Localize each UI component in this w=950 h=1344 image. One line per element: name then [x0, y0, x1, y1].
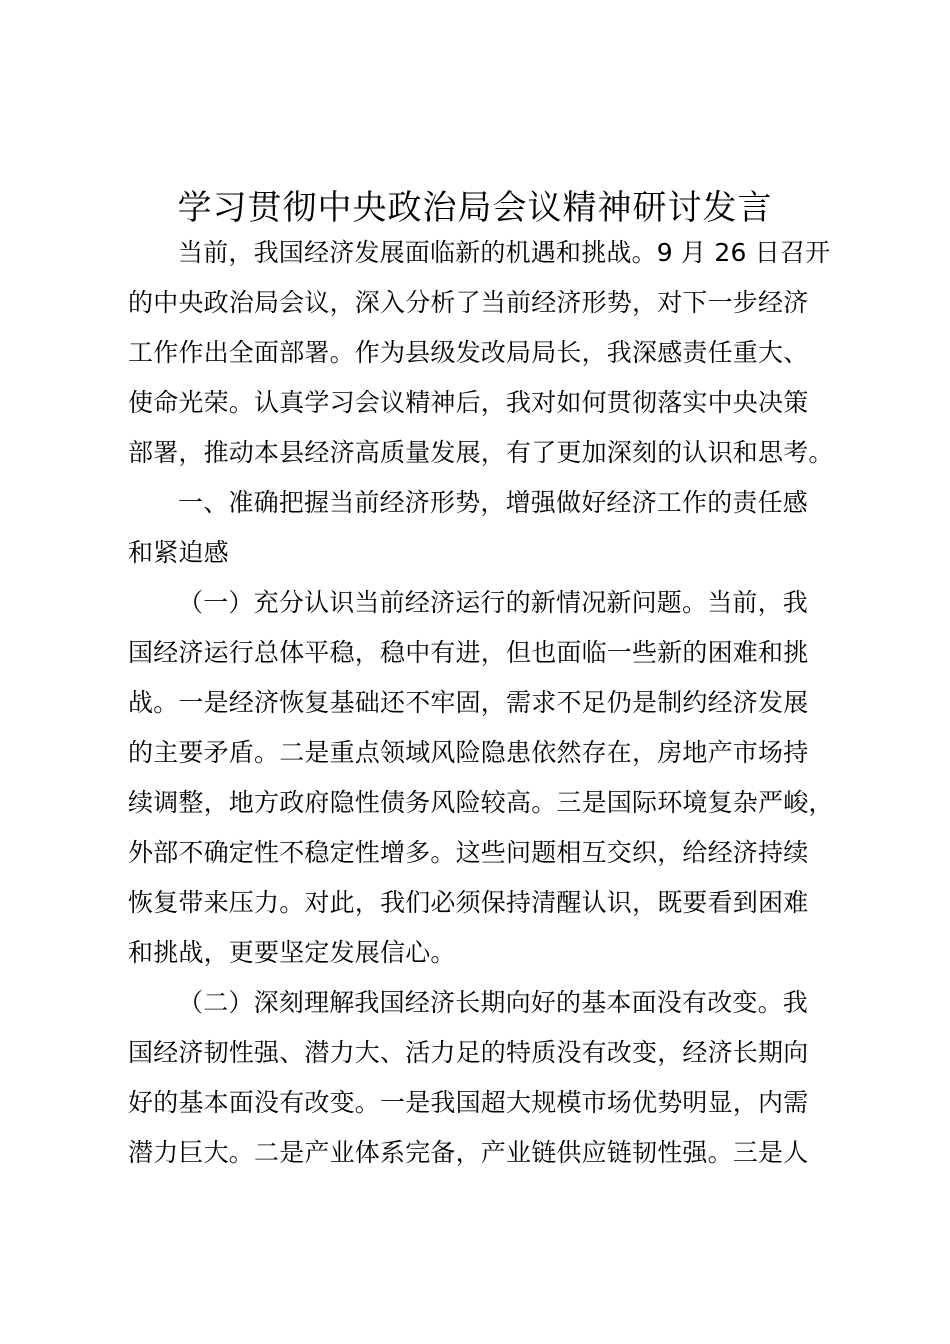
text-line: 的主要矛盾。二是重点领域风险隐患依然存在，房地产市场持: [128, 738, 809, 767]
text-line: 国经济运行总体平稳，稳中有进，但也面临一些新的困难和挑: [128, 638, 809, 667]
text-line: 和紧迫感: [128, 538, 229, 567]
text-line: 国经济韧性强、潜力大、活力足的特质没有改变，经济长期向: [128, 1038, 809, 1067]
text-line: 的中央政治局会议，深入分析了当前经济形势，对下一步经济: [128, 288, 809, 317]
text-line: 工作作出全面部署。作为县级发改局局长，我深感责任重大、: [128, 338, 809, 367]
text-line: 部署，推动本县经济高质量发展，有了更加深刻的认识和思考。: [128, 438, 834, 467]
text-line: 潜力巨大。二是产业体系完备，产业链供应链韧性强。三是人: [128, 1138, 809, 1167]
text-line: 恢复带来压力。对此，我们必须保持清醒认识，既要看到困难: [128, 888, 809, 917]
document-body: [128, 228, 848, 1178]
text-line: （一）充分认识当前经济运行的新情况新问题。当前，我: [178, 588, 809, 617]
text-line: 战。一是经济恢复基础还不牢固，需求不足仍是制约经济发展: [128, 688, 809, 717]
document-title: 学习贯彻中央政治局会议精神研讨发言: [177, 188, 773, 228]
text-line: 当前，我国经济发展面临新的机遇和挑战。9 月 26 日召开: [178, 238, 831, 267]
text-line: 好的基本面没有改变。一是我国超大规模市场优势明显，内需: [128, 1088, 809, 1117]
text-line: 一、准确把握当前经济形势，增强做好经济工作的责任感: [178, 488, 809, 517]
text-line: 续调整，地方政府隐性债务风险较高。三是国际环境复杂严峻，: [128, 788, 834, 817]
text-line: 外部不确定性不稳定性增多。这些问题相互交织，给经济持续: [128, 838, 809, 867]
text-line: 使命光荣。认真学习会议精神后，我对如何贯彻落实中央决策: [128, 388, 809, 417]
text-line: （二）深刻理解我国经济长期向好的基本面没有改变。我: [178, 988, 809, 1017]
text-line: 和挑战，更要坚定发展信心。: [128, 938, 456, 967]
